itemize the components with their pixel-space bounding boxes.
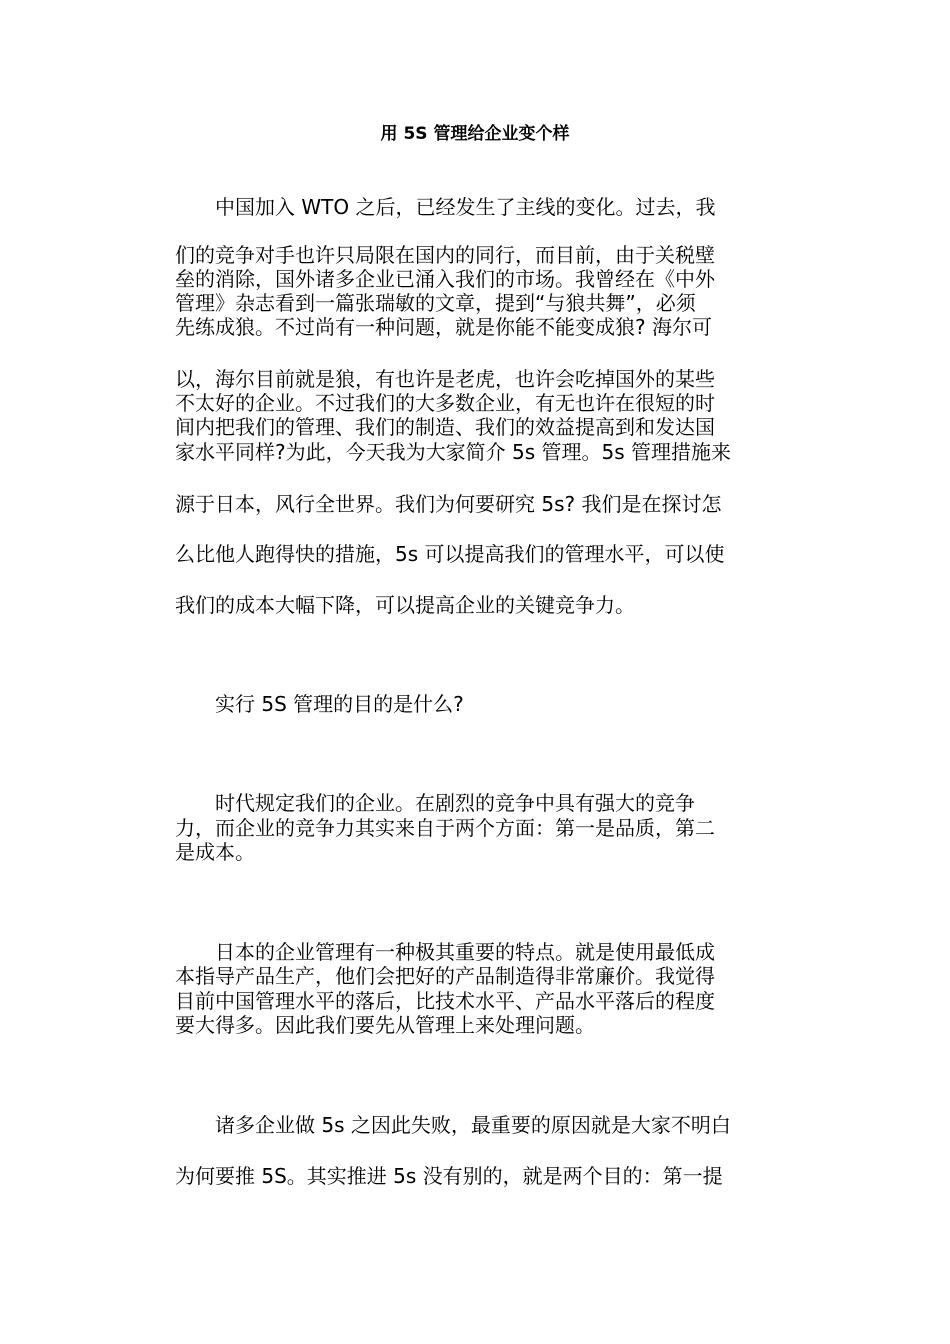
text-line: 中国加入 WTO 之后，已经发生了主线的变化。过去，我	[175, 195, 716, 219]
text-line: 们的竞争对手也许只局限在国内的同行，而目前，由于关税壁	[175, 243, 715, 267]
text-line: 我们的成本大幅下降，可以提高企业的关键竞争力。	[175, 593, 635, 617]
text-line: 目前中国管理水平的落后，比技术水平、产品水平落后的程度	[175, 989, 715, 1013]
text-line: 么比他人跑得快的措施，5s 可以提高我们的管理水平，可以使	[175, 542, 725, 566]
document-title: 用 5S 管理给企业变个样	[380, 124, 570, 144]
text-line: 本指导产品生产，他们会把好的产品制造得非常廉价。我觉得	[175, 964, 715, 988]
text-line: 日本的企业管理有一种极其重要的特点。就是使用最低成	[175, 940, 715, 964]
text-line: 为何要推 5S。其实推进 5s 没有别的，就是两个目的：第一提	[175, 1164, 723, 1188]
text-line: 管理》杂志看到一篇张瑞敏的文章，提到“与狼共舞”，必须	[175, 291, 696, 315]
text-line: 间内把我们的管理、我们的制造、我们的效益提高到和发达国	[175, 415, 715, 439]
text-line: 是成本。	[175, 840, 255, 864]
text-line: 不太好的企业。不过我们的大多数企业，有无也许在很短的时	[175, 391, 715, 415]
text-line: 先练成狼。不过尚有一种问题，就是你能不能变成狼? 海尔可	[175, 315, 712, 339]
text-line: 家水平同样?为此，今天我为大家简介 5s 管理。5s 管理措施来	[175, 440, 731, 464]
text-line: 垒的消除，国外诸多企业已涌入我们的市场。我曾经在《中外	[175, 267, 715, 291]
text-line: 源于日本，风行全世界。我们为何要研究 5s? 我们是在探讨怎	[175, 492, 722, 516]
text-line: 力，而企业的竞争力其实来自于两个方面：第一是品质，第二	[175, 816, 715, 840]
text-line: 要大得多。因此我们要先从管理上来处理问题。	[175, 1013, 595, 1037]
text-line: 时代规定我们的企业。在剧烈的竞争中具有强大的竞争	[175, 791, 695, 815]
text-line: 以，海尔目前就是狼，有也许是老虎，也许会吃掉国外的某些	[175, 367, 715, 391]
text-line: 实行 5S 管理的目的是什么?	[175, 692, 464, 716]
text-line: 诸多企业做 5s 之因此失败，最重要的原因就是大家不明白	[175, 1113, 731, 1137]
